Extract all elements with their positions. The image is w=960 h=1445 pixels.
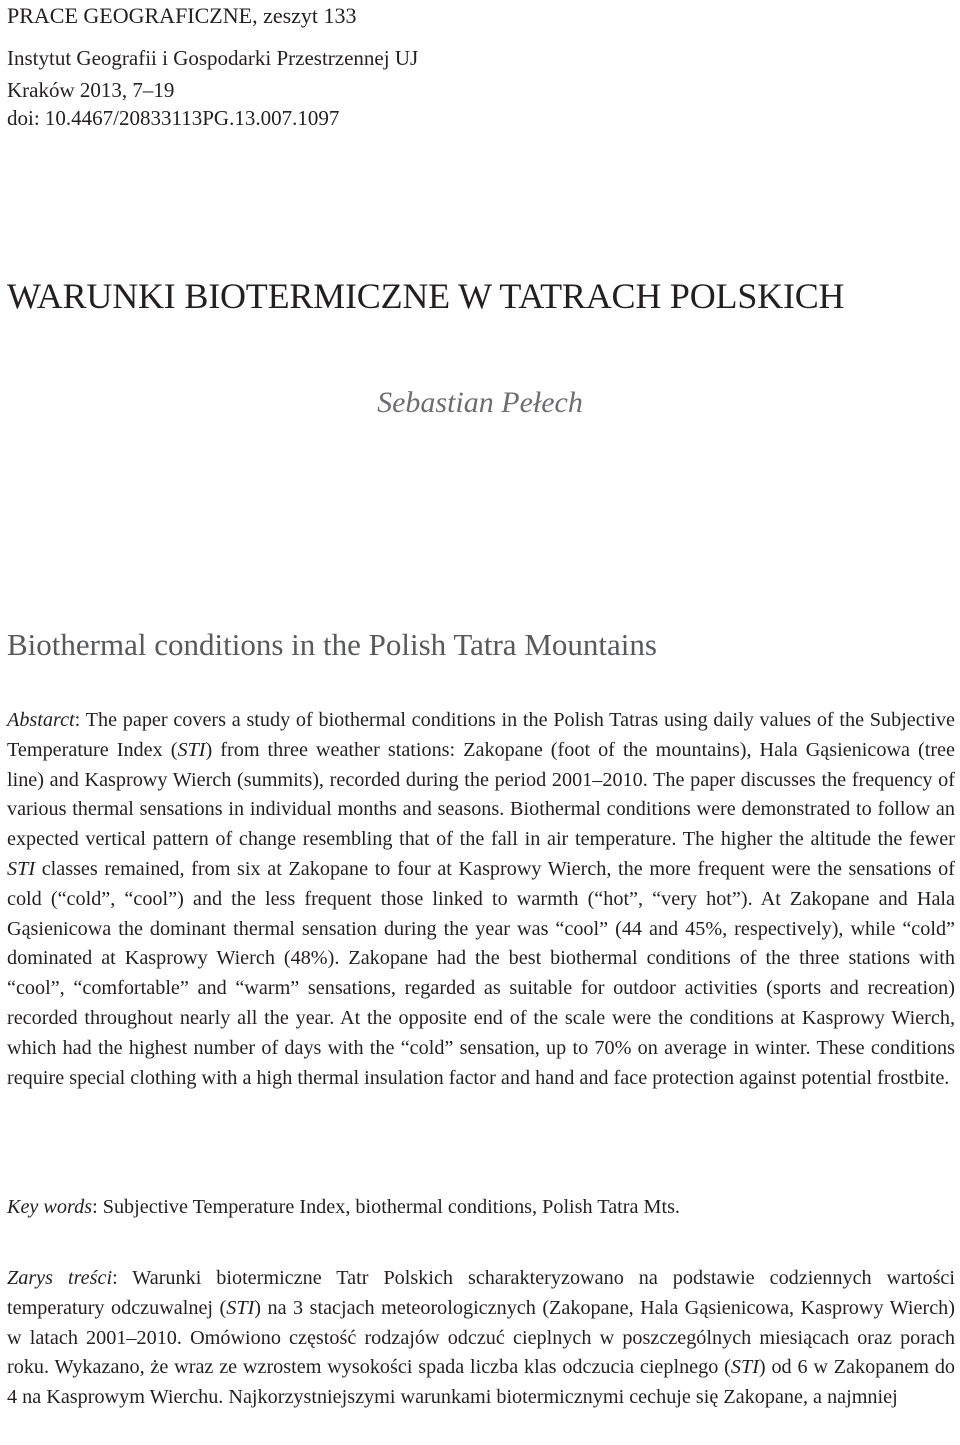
doi: doi: 10.4467/20833113PG.13.007.1097: [7, 106, 340, 130]
abstract-text-2: ) from three weather stations: Zakopane (foot of the mountains), Hala Gąsienicowa (tree line) and Kasprowy Wierch (summits), recorded during the period 2001–2010. The paper discusses the frequency of various thermal sensations in individual months and seasons. Biothermal conditions were demonstrated to follow an expected vertical pattern of change resembling that of the fall in air temperature. The higher the altitude the fewer: [7, 738, 955, 851]
publication-place-pages: Kraków 2013, 7–19: [7, 78, 175, 102]
abstract: [7, 706, 955, 1093]
title-polish: WARUNKI BIOTERMICZNE W TATRACH POLSKICH: [7, 276, 845, 316]
abstract-text-1: : The paper covers a study of biothermal conditions in the Polish Tatras using daily values of the Subjective Temperature Index (: [7, 709, 955, 761]
summary-text-2: ) na 3 stacjach meteorologicznych (Zakopane, Hala Gąsienicowa, Kasprowy Wierch) w latach 2001–2010. Omówiono częstość rodzajów odczuć cieplnych w poszczególnych miesiącach oraz porach roku. Wykazano, że wraz ze wzrostem wysokości spada liczba klas odczucia cieplnego (: [7, 1296, 955, 1379]
abstract-sti-1: STI: [177, 738, 206, 761]
keywords: [7, 1193, 955, 1223]
keywords-label: Key words: [7, 1196, 93, 1218]
abstract-text-3: classes remained, from six at Zakopane to four at Kasprowy Wierch, the more frequent were the sensations of cold (“cold”, “cool”) and the less frequent those linked to warmth (“hot”, “very hot”). At Zakopane and Hala Gąsienicowa the dominant thermal sensation during the year was “cool” (44 and 45%, respectively), while “cold” dominated at Kasprowy Wierch (48%). Zakopane had the best biothermal conditions of the three stations with “cool”, “comfortable” and “warm” sensations, regarded as suitable for outdoor activities (sports and recreation) recorded throughout nearly all the year. At the opposite end of the scale were the conditions at Kasprowy Wierch, which had the highest number of days with the “cold” sensation, up to 70% on average in winter. These conditions require special clothing with a high thermal insulation factor and hand and face protection against potential frostbite.: [7, 857, 955, 1089]
summary-text-1: : Warunki biotermiczne Tatr Polskich scharakteryzowano na podstawie codziennych wartości temperatury odczuwalnej (: [7, 1267, 955, 1319]
abstract-label: Abstarct: [7, 709, 75, 731]
journal-name: PRACE GEOGRAFICZNE, zeszyt 133: [7, 3, 357, 28]
summary-sti-2: STI: [730, 1356, 759, 1379]
summary-label: Zarys treści: [7, 1267, 113, 1289]
author-name: Sebastian Pełech: [377, 386, 583, 419]
summary-text-3: ) od 6 w Zakopanem do 4 na Kasprowym Wierchu. Najkorzystniejszymi warunkami biotermicznymi cechuje się Zakopane, a najmniej: [7, 1356, 956, 1409]
keywords-text: : Subjective Temperature Index, biothermal conditions, Polish Tatra Mts.: [92, 1196, 680, 1218]
institute-name: Instytut Geografii i Gospodarki Przestrzennej UJ: [7, 46, 419, 70]
summary-sti-1: STI: [226, 1296, 255, 1319]
abstract-sti-2: STI: [7, 857, 36, 880]
summary-polish: [7, 1264, 955, 1413]
title-english: Biothermal conditions in the Polish Tatra Mountains: [7, 627, 657, 662]
